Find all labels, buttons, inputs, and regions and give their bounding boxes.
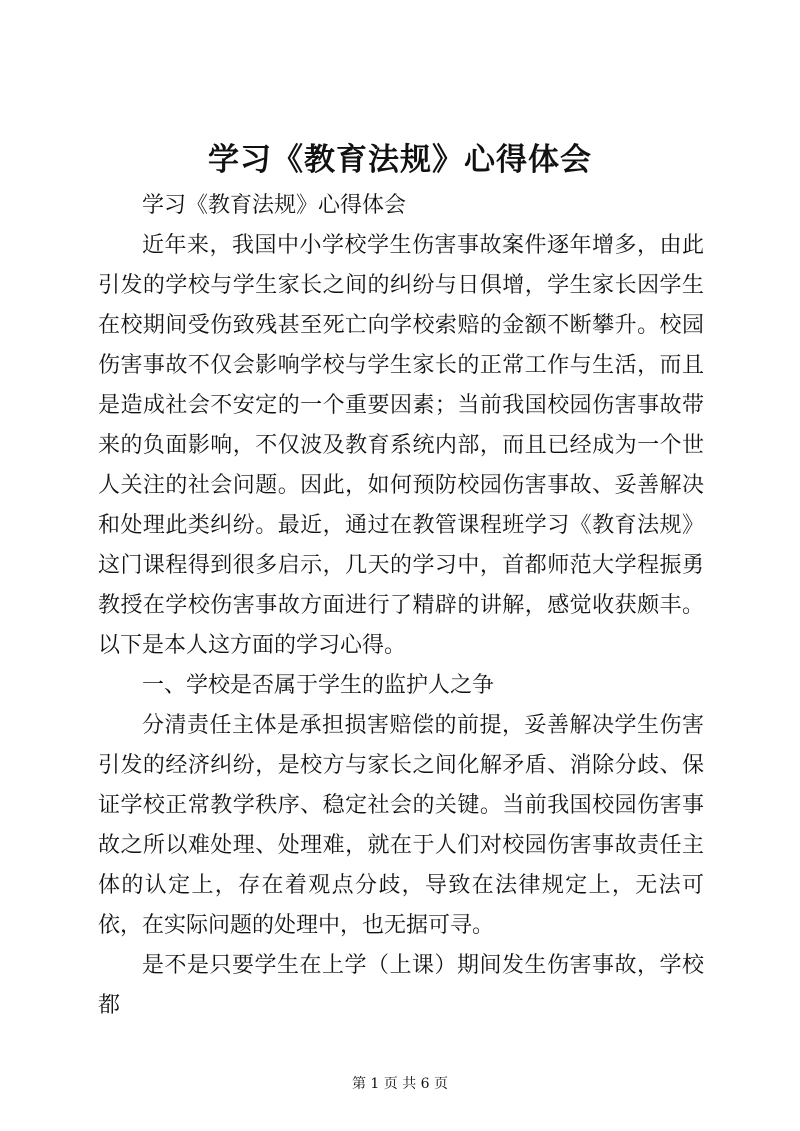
paragraph-responsibility: 分清责任主体是承担损害赔偿的前提，妥善解决学生伤害引发的经济纠纷，是校方与家长之间化解矛盾、消除分歧、保证学校正常教学秩序、稳定社会的关键。当前我国校园伤害事故之所以难处理、处理难，就在于人们对校园伤害事故责任主体的认定上，存在着观点分歧，导致在法律规定上，无法可依，在实际问题的处理中，也无据可寻。 [98, 713, 704, 938]
document-body [98, 186, 704, 1026]
paragraph-subtitle: 学习《教育法规》心得体会 [142, 193, 407, 218]
page-number-footer: 第 1 页 共 6 页 [351, 1076, 449, 1092]
document-title: 学习《教育法规》心得体会 [208, 142, 592, 178]
paragraph-question: 是不是只要学生在上学（上课）期间发生伤害事故，学校都 [98, 953, 704, 1018]
paragraph-intro: 近年来，我国中小学校学生伤害事故案件逐年增多，由此引发的学校与学生家长之间的纠纷与日俱增，学生家长因学生在校期间受伤致残甚至死亡向学校索赔的金额不断攀升。校园伤害事故不仅会影响学校与学生家长的正常工作与生活，而且是造成社会不安定的一个重要因素；当前我国校园伤害事故带来的负面影响，不仅波及教育系统内部，而且已经成为一个世人关注的社会问题。因此，如何预防校园伤害事故、妥善解决和处理此类纠纷。最近，通过在教管课程班学习《教育法规》这门课程得到很多启示，几天的学习中，首都师范大学程振勇教授在学校伤害事故方面进行了精辟的讲解，感觉收获颇丰。以下是本人这方面的学习心得。 [98, 233, 704, 658]
section-heading-1: 一、学校是否属于学生的监护人之争 [142, 673, 495, 698]
